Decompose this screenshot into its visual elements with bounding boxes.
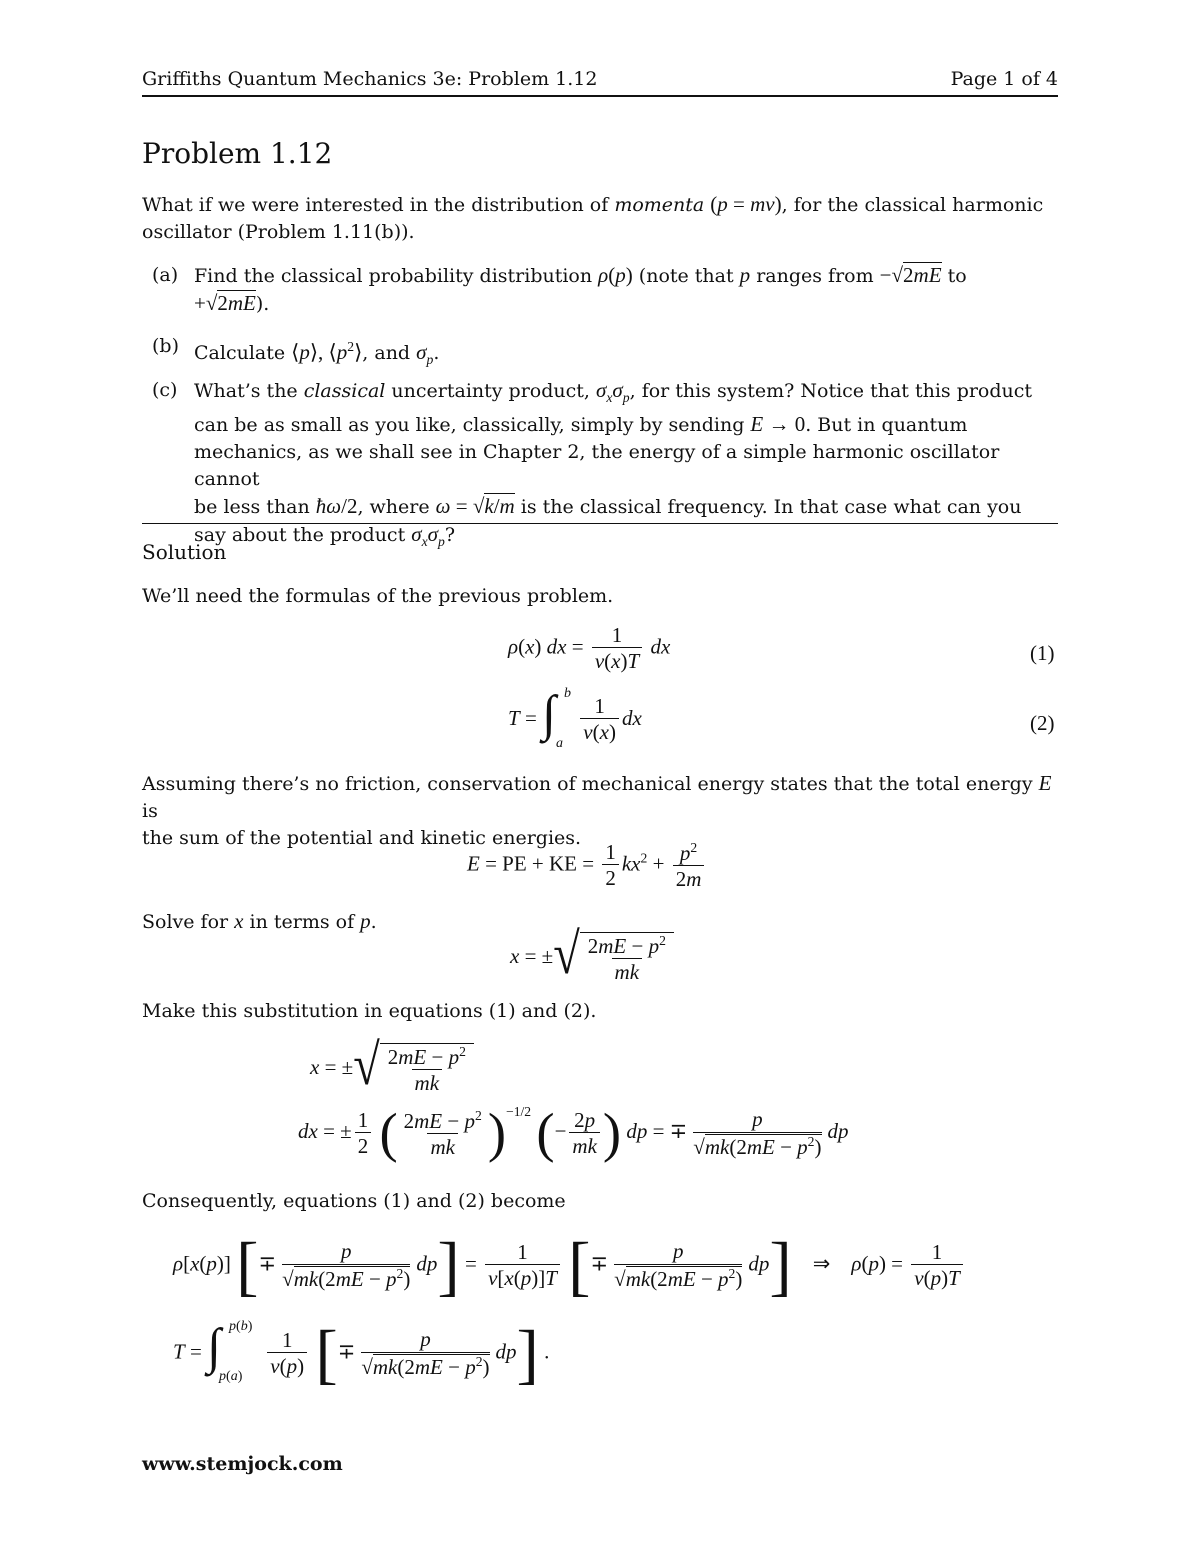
part-c-label: (c) xyxy=(152,379,178,401)
solution-paragraph-3: Solve for x in terms of p. xyxy=(142,909,377,933)
header-rule xyxy=(142,95,1058,97)
solution-heading: Solution xyxy=(142,540,227,564)
footer-url[interactable]: www.stemjock.com xyxy=(142,1453,343,1475)
part-a-label: (a) xyxy=(152,264,179,286)
substitution-dx: dx = ± $\frac{1}{2}$ ( $\frac{2mE - p^2}{mk}$ )$^{-1/2}$ (− $\frac{2p}{mk}$ ) dp = ∓ p $√mk(2mE - p^2)$ dp xyxy=(298,1101,849,1163)
rho-of-p-derivation: ρ[x(p)] [∓ p $√mk(2mE - p^2)$ dp] = $\frac{1}{v[x(p)]T}$ [∓ p $√mk(2mE - p^2)$ dp] ⇒ ρ(p) = $\frac{1}{v(p)T}$ xyxy=(173,1232,966,1299)
part-b-label: (b) xyxy=(152,335,179,357)
problem-heading: Problem 1.12 xyxy=(142,137,333,170)
running-header-title: Griffiths Quantum Mechanics 3e: Problem 1.12 xyxy=(142,68,598,90)
equation-1: ρ(x) dx = $\frac{1}{v(x)T}$ dx xyxy=(508,623,671,674)
part-b-text: Calculate ⟨p⟩, $⟨p^2⟩$, and $\sigma_p$. xyxy=(194,339,440,368)
solution-paragraph-2: Assuming there’s no friction, conservation of mechanical energy states that the total energy E is the sum of the potential and kinetic energies. xyxy=(142,771,1052,849)
solution-paragraph-1: We’ll need the formulas of the previous problem. xyxy=(142,585,614,607)
substitution-x: x = ± √ $\frac{2mE - p^2}{mk}$ xyxy=(310,1043,474,1095)
energy-equation: E = PE + KE = $\frac{1}{2}$ $kx^2$ + $\frac{p^2}{2m}$ xyxy=(467,840,707,891)
solution-paragraph-5: Consequently, equations (1) and (2) become xyxy=(142,1190,566,1212)
solution-paragraph-4: Make this substitution in equations (1) and (2). xyxy=(142,1000,597,1022)
problem-intro: What if we were interested in the distribution of momenta (p = mv), for the classical harmonic oscillator (Problem 1.11(b)). xyxy=(142,192,1044,243)
x-of-p-equation: x = ± √ $\frac{2mE - p^2}{mk}$ xyxy=(510,932,674,984)
running-header-page: Page 1 of 4 xyxy=(950,68,1058,90)
part-a-text: Find the classical probability distribution ρ(p) (note that p ranges from −√2mE to +√2mE). xyxy=(194,263,967,315)
section-divider xyxy=(142,523,1058,524)
equation-2: T = ∫ b a $\frac{1}{v(x)}$ dx xyxy=(508,685,642,751)
equation-2-number: (2) xyxy=(1030,711,1055,735)
part-c-text: What’s the classical uncertainty product, $\sigma_x\sigma_p$, for this system? Notice that this product can be as small as you like, classically, simply by sending E → 0. But in quantum mechanics, as we shall see in Chapter 2, the energy of a simple harmonic oscillator cannot be less than ħω/2, where ω = √k/m is the classical frequency. In that case what can you say about the product $\sigma_x\sigma_p$? xyxy=(194,378,1033,550)
equation-1-number: (1) xyxy=(1030,641,1055,665)
period-in-p-equation: T = ∫ p(b) p(a) $\frac{1}{v(p)}$ [∓ p $√mk(2mE - p^2)$ dp] . xyxy=(173,1316,550,1391)
